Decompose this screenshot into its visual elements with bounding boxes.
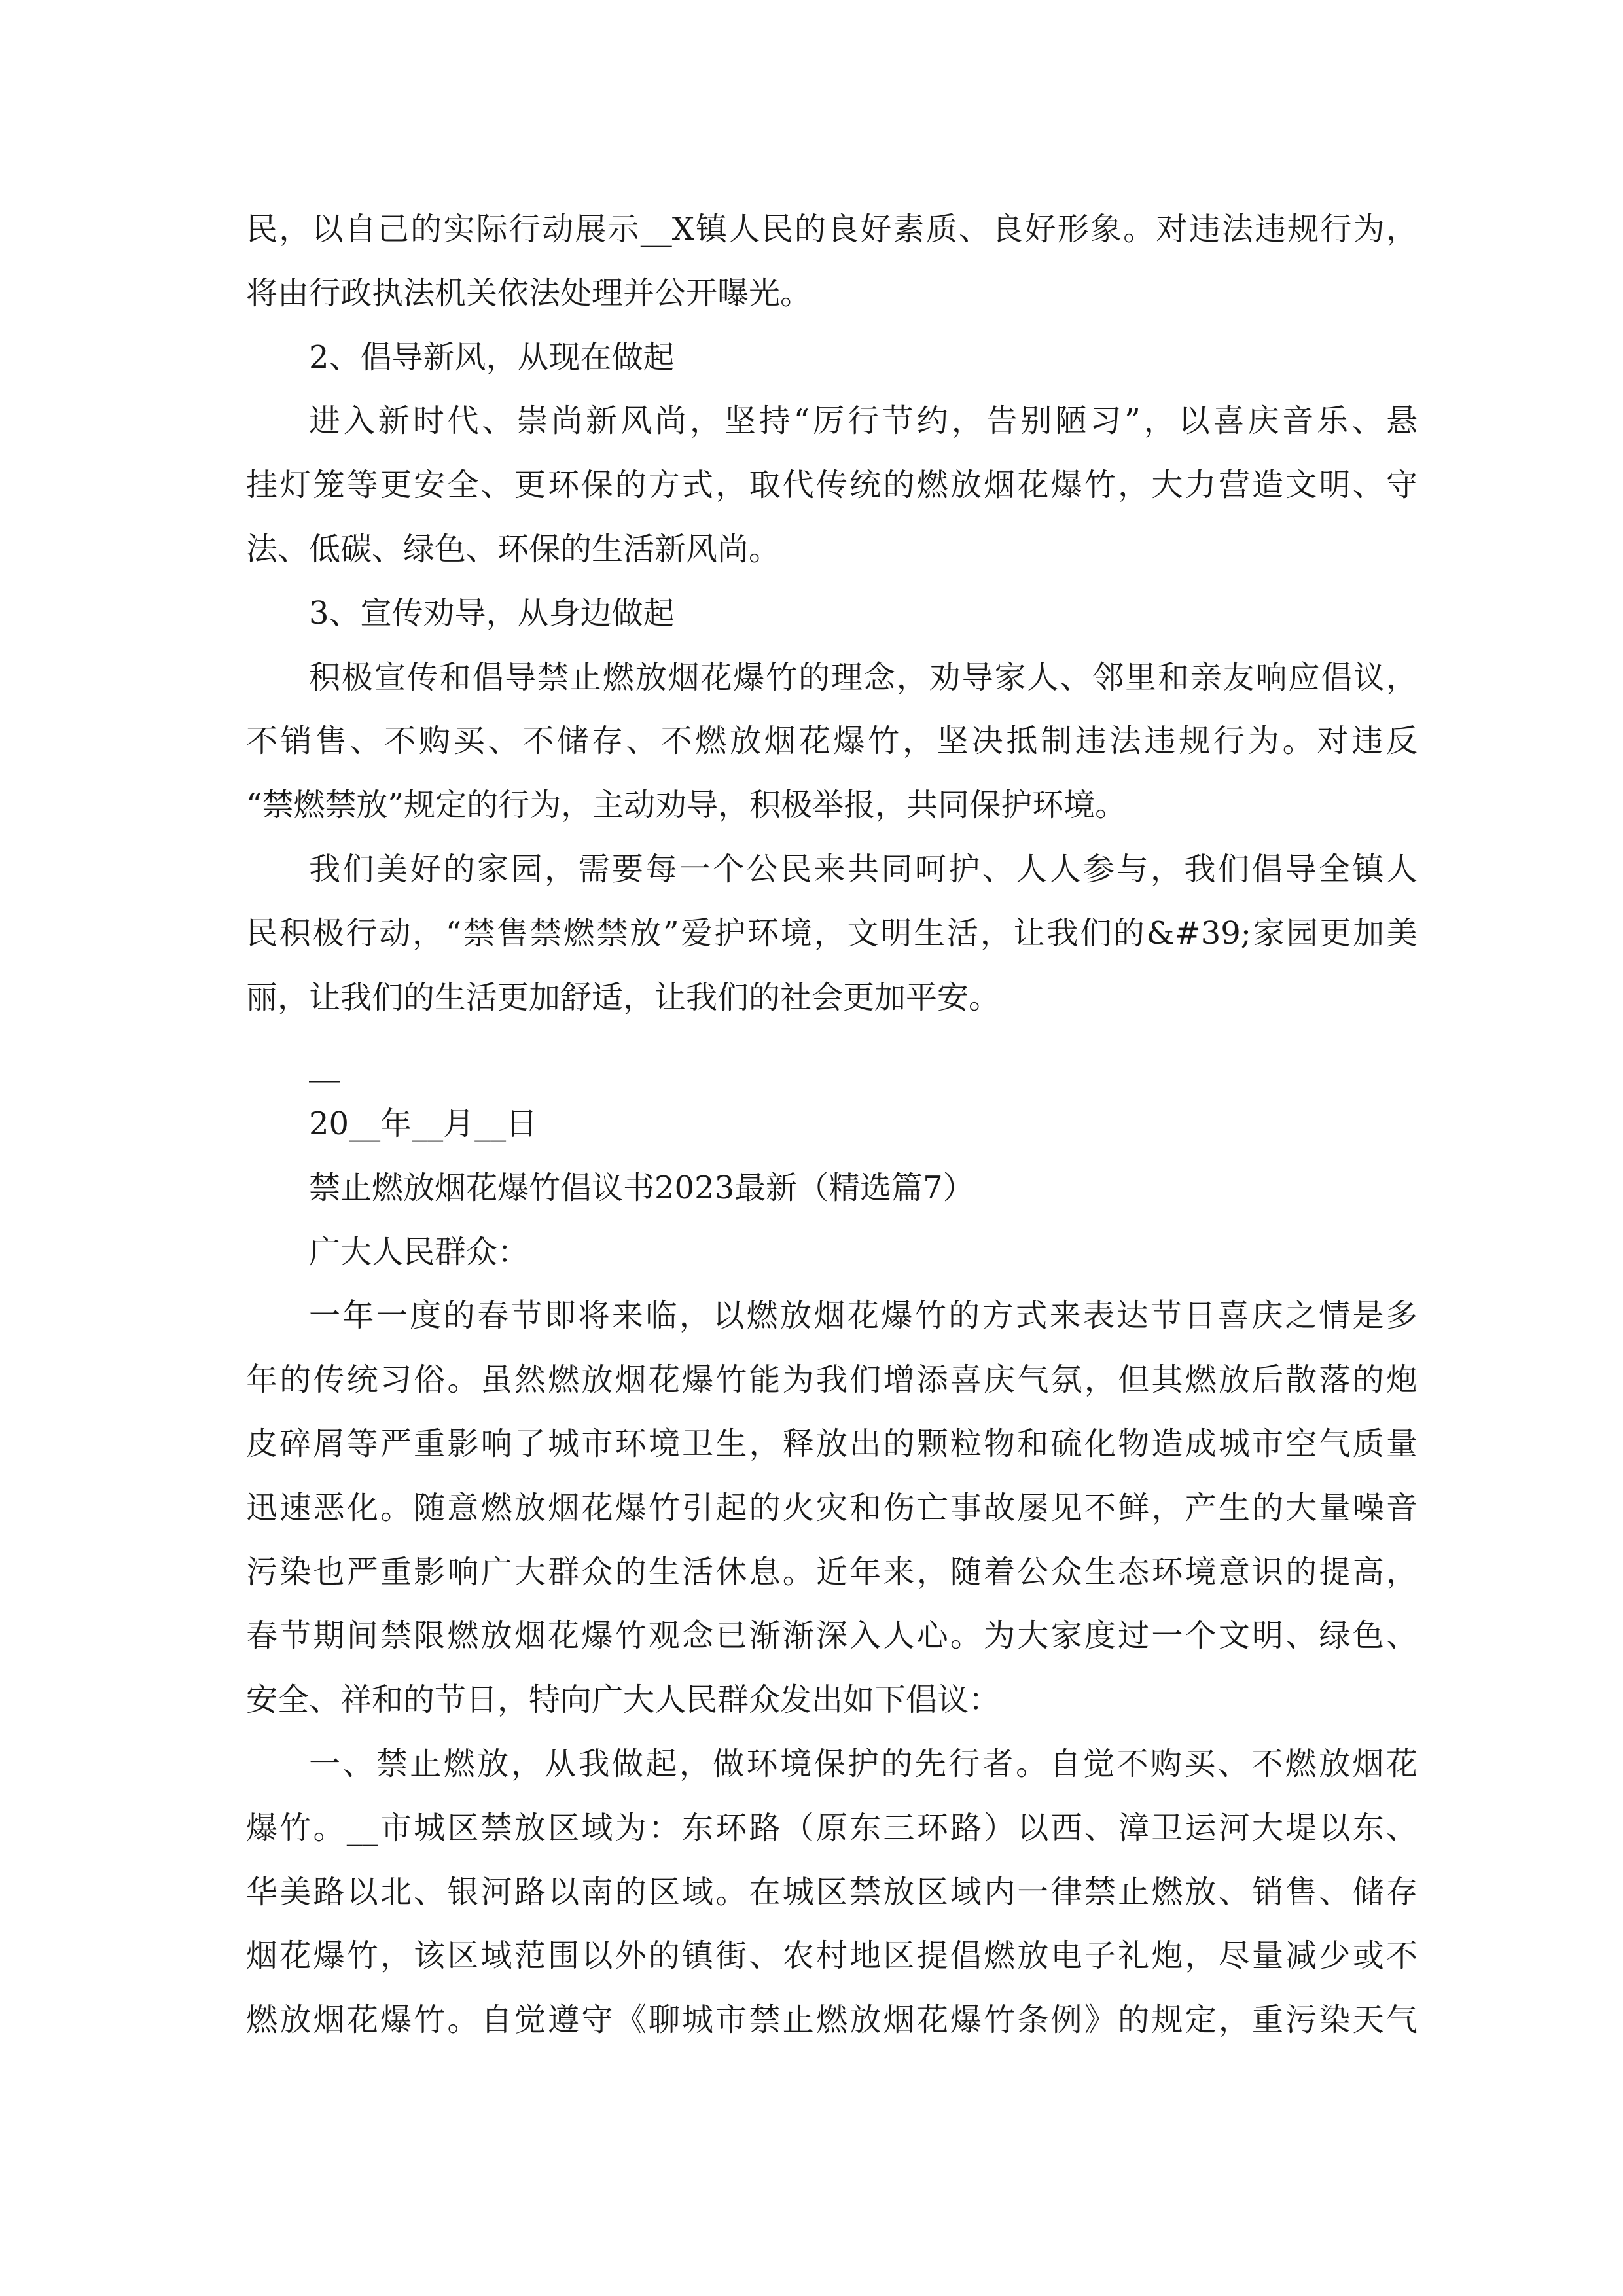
text-line: 爆竹。__市城区禁放区域为：东环路（原东三环路）以西、漳卫运河大堤以东、 (246, 1810, 1418, 1846)
text-line: 年的传统习俗。虽然燃放烟花爆竹能为我们增添喜庆气氛，但其燃放后散落的炮 (246, 1361, 1418, 1398)
text-line: 不销售、不购买、不储存、不燃放烟花爆竹，坚决抵制违法违规行为。对违反 (246, 723, 1418, 759)
text-line: 丽，让我们的生活更加舒适，让我们的社会更加平安。 (246, 979, 1001, 1016)
text-line: 积极宣传和倡导禁止燃放烟花爆竹的理念，劝导家人、邻里和亲友响应倡议， (309, 659, 1418, 696)
text-line: 春节期间禁限燃放烟花爆竹观念已渐渐深入人心。为大家度过一个文明、绿色、 (246, 1617, 1418, 1654)
text-line: 一、禁止燃放，从我做起，做环境保护的先行者。自觉不购买、不燃放烟花 (309, 1746, 1418, 1782)
salutation: 广大人民群众： (309, 1234, 529, 1270)
signature-blank: __ (309, 1046, 340, 1083)
text-line: 我们美好的家园，需要每一个公民来共同呵护、人人参与，我们倡导全镇人 (309, 851, 1418, 888)
text-line: 华美路以北、银河路以南的区域。在城区禁放区域内一律禁止燃放、销售、储存 (246, 1874, 1418, 1910)
section-heading: 2、倡导新风，从现在做起 (309, 339, 675, 376)
date-line: 20__年__月__日 (309, 1105, 538, 1142)
text-line: 皮碎屑等严重影响了城市环境卫生，释放出的颗粒物和硫化物造成城市空气质量 (246, 1426, 1418, 1462)
section-title: 禁止燃放烟花爆竹倡议书2023最新（精选篇7） (309, 1170, 974, 1206)
text-line: 法、低碳、绿色、环保的生活新风尚。 (246, 531, 781, 567)
text-line: 进入新时代、崇尚新风尚，坚持“厉行节约，告别陋习”，以喜庆音乐、悬 (309, 403, 1418, 439)
text-line: 燃放烟花爆竹。自觉遵守《聊城市禁止燃放烟花爆竹条例》的规定，重污染天气 (246, 2001, 1418, 2038)
text-line: 安全、祥和的节日，特向广大人民群众发出如下倡议： (246, 1681, 1001, 1718)
text-line: 挂灯笼等更安全、更环保的方式，取代传统的燃放烟花爆竹，大力营造文明、守 (246, 467, 1418, 503)
text-line: 将由行政执法机关依法处理并公开曝光。 (246, 275, 812, 312)
text-line: 民，以自己的实际行动展示__X镇人民的良好素质、良好形象。对违法违规行为， (246, 211, 1418, 247)
text-line: “禁燃禁放”规定的行为，主动劝导，积极举报，共同保护环境。 (246, 787, 1127, 823)
section-heading: 3、宣传劝导，从身边做起 (309, 595, 675, 632)
text-line: 迅速恶化。随意燃放烟花爆竹引起的火灾和伤亡事故屡见不鲜，产生的大量噪音 (246, 1490, 1418, 1526)
text-line: 一年一度的春节即将来临，以燃放烟花爆竹的方式来表达节日喜庆之情是多 (309, 1297, 1418, 1334)
text-line: 民积极行动，“禁售禁燃禁放”爱护环境，文明生活，让我们的&#39;家园更加美 (246, 915, 1418, 952)
text-line: 烟花爆竹，该区域范围以外的镇街、农村地区提倡燃放电子礼炮，尽量减少或不 (246, 1937, 1418, 1974)
text-line: 污染也严重影响广大群众的生活休息。近年来，随着公众生态环境意识的提高， (246, 1554, 1418, 1590)
